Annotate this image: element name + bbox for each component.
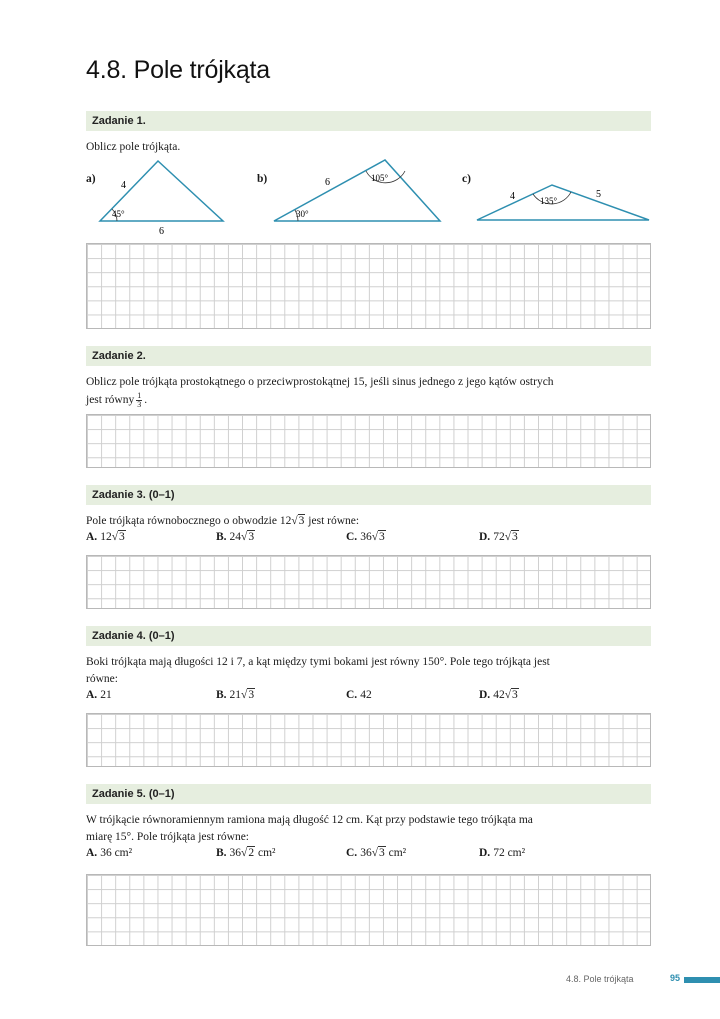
task2-header: Zadanie 2. <box>86 346 651 366</box>
task1-b-label: b) <box>257 173 268 185</box>
page-number: 95 <box>670 973 681 983</box>
task3-option-d[interactable]: D. 72√3 <box>479 531 518 543</box>
triangle-c-side2: 5 <box>596 189 601 200</box>
task2-fraction: $\frac{1}{3}$ <box>137 390 142 409</box>
task1-a-label: a) <box>86 173 96 185</box>
task1-c-label: c) <box>462 173 471 185</box>
task1-answer-grid[interactable] <box>86 243 651 329</box>
task4-header: Zadanie 4. (0–1) <box>86 626 651 646</box>
task4-answer-grid[interactable] <box>86 713 651 767</box>
task3-answer-grid[interactable] <box>86 555 651 609</box>
task4-prompt-line2: równe: <box>86 673 118 685</box>
triangle-c <box>473 180 653 225</box>
task4-option-a[interactable]: A. 21 <box>86 689 112 701</box>
triangle-a <box>95 158 230 238</box>
task1-header: Zadanie 1. <box>86 111 651 131</box>
task4-prompt-line1: Boki trójkąta mają długości 12 i 7, a kąt między tymi bokami jest równy 150°. Pole tego trójkąta jest <box>86 656 550 668</box>
task2-answer-grid[interactable] <box>86 414 651 468</box>
task2-prompt-line1: Oblicz pole trójkąta prostokątnego o przeciwprostokątnej 15, jeśli sinus jednego z jego kątów ostrych <box>86 376 554 388</box>
triangle-a-side1: 4 <box>121 180 126 191</box>
task4-option-b[interactable]: B. 21√3 <box>216 689 255 701</box>
triangle-b-angle-left: 30° <box>296 209 309 219</box>
task3-option-c[interactable]: C. 36√3 <box>346 531 385 543</box>
task3-option-b[interactable]: B. 24√3 <box>216 531 255 543</box>
task1-prompt: Oblicz pole trójkąta. <box>86 141 181 153</box>
triangle-b <box>270 155 445 225</box>
page-title: 4.8. Pole trójkąta <box>86 56 271 84</box>
task5-option-a[interactable]: A. 36 cm² <box>86 847 133 859</box>
task5-option-d[interactable]: D. 72 cm² <box>479 847 526 859</box>
task5-answer-grid[interactable] <box>86 874 651 946</box>
task5-option-c[interactable]: C. 36√3 cm² <box>346 847 407 859</box>
triangle-b-angle-top: 105° <box>371 173 389 183</box>
triangle-a-angle: 45° <box>112 209 125 219</box>
footer-section-label: 4.8. Pole trójkąta <box>566 974 634 984</box>
task3-option-a[interactable]: A. 12√3 <box>86 531 125 543</box>
footer-accent-bar <box>684 977 720 983</box>
task5-header: Zadanie 5. (0–1) <box>86 784 651 804</box>
task5-prompt-line2: miarę 15°. Pole trójkąta jest równe: <box>86 831 249 843</box>
task2-prompt-line2: jest równy $\frac{1}{3}$ . <box>86 390 148 409</box>
triangle-a-side2: 6 <box>159 226 164 237</box>
task5-option-b[interactable]: B. 36√2 cm² <box>216 847 276 859</box>
triangle-b-side1: 6 <box>325 177 330 188</box>
task4-option-d[interactable]: D. 42√3 <box>479 689 518 701</box>
task3-prompt: Pole trójkąta równobocznego o obwodzie 12√3 jest równe: <box>86 515 360 527</box>
task5-prompt-line1: W trójkącie równoramiennym ramiona mają długość 12 cm. Kąt przy podstawie tego trójkąta ma <box>86 814 533 826</box>
task4-option-c[interactable]: C. 42 <box>346 689 372 701</box>
triangle-c-angle: 135° <box>540 196 558 206</box>
triangle-c-side1: 4 <box>510 191 515 202</box>
task3-header: Zadanie 3. (0–1) <box>86 485 651 505</box>
